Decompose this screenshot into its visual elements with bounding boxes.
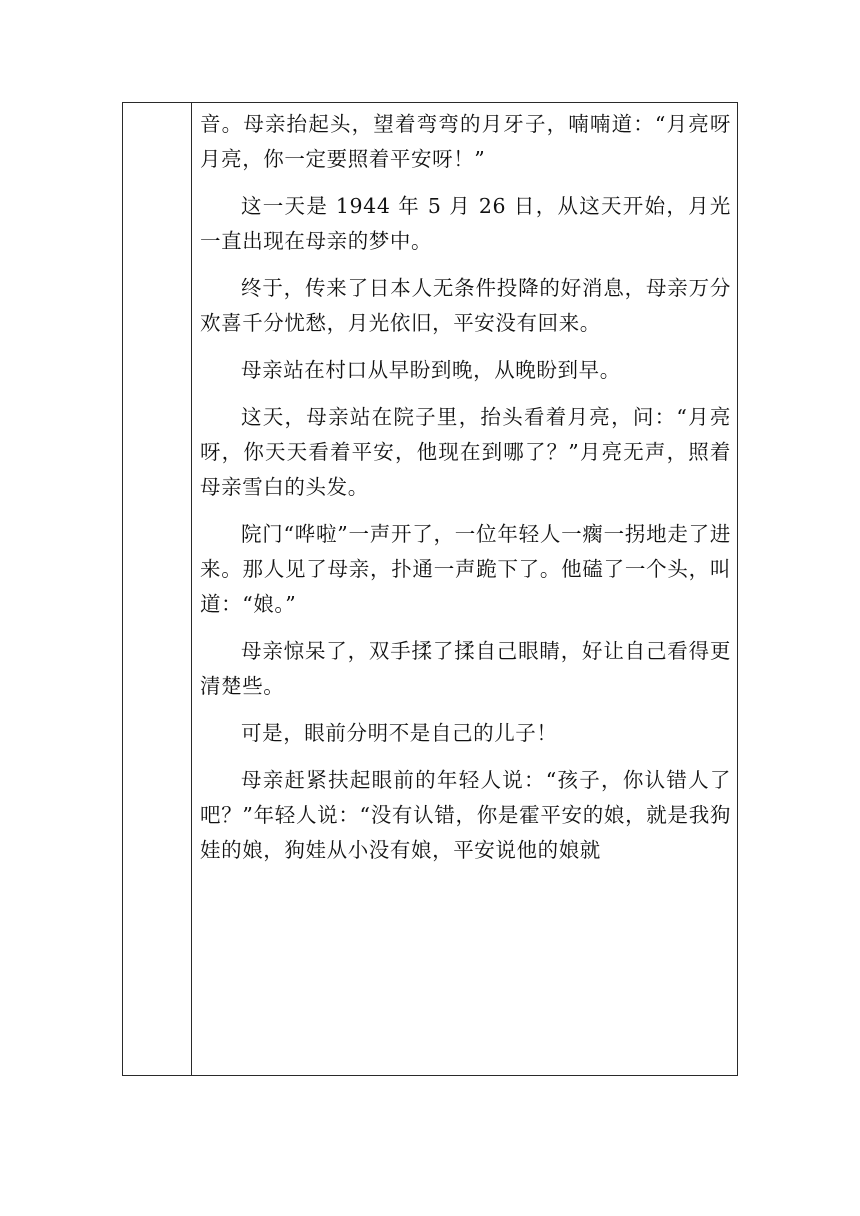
paragraph: 院门“哗啦”一声开了，一位年轻人一瘸一拐地走了进来。那人见了母亲，扑通一声跪下了。他磕了一个头，叫道：“娘。”	[200, 522, 731, 616]
paragraph: 母亲惊呆了，双手揉了揉自己眼睛，好让自己看得更清楚些。	[200, 639, 731, 698]
paragraph: 母亲赶紧扶起眼前的年轻人说：“孩子，你认错人了吧？”年轻人说：“没有认错，你是霍平安的娘，就是我狗娃的娘，狗娃从小没有娘，平安说他的娘就	[200, 768, 731, 862]
paragraph: 这天，母亲站在院子里，抬头看着月亮，问：“月亮呀，你天天看着平安，他现在到哪了？”月亮无声，照着母亲雪白的头发。	[200, 405, 731, 499]
story-text-cell	[200, 107, 731, 880]
paragraph: 终于，传来了日本人无条件投降的好消息，母亲万分欢喜千分忧愁，月光依旧，平安没有回来。	[200, 276, 731, 335]
paragraph: 母亲站在村口从早盼到晚，从晚盼到早。	[241, 358, 621, 382]
column-divider	[191, 103, 192, 1075]
paragraph: 这一天是 1944 年 5 月 26 日，从这天开始，月光一直出现在母亲的梦中。	[200, 194, 731, 253]
paragraph: 音。母亲抬起头，望着弯弯的月牙子，喃喃道：“月亮呀月亮，你一定要照着平安呀！”	[200, 112, 731, 171]
table-left-cell	[123, 103, 191, 1075]
document-table	[122, 102, 738, 1076]
paragraph: 可是，眼前分明不是自己的儿子！	[241, 721, 558, 745]
